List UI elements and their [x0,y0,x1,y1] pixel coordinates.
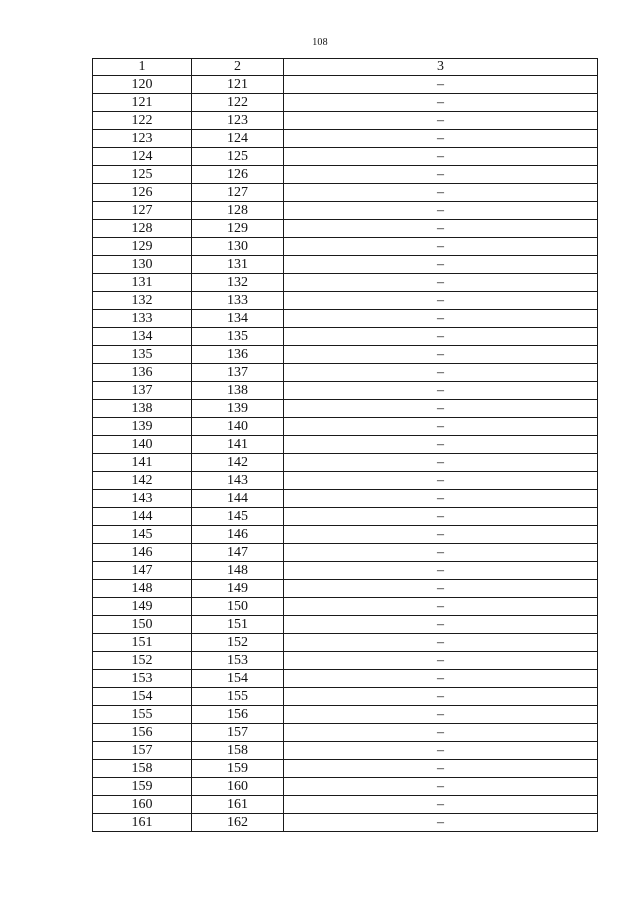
table-cell-col-3: – [284,76,598,94]
table-cell-col-3: – [284,328,598,346]
table-cell-col-2: 162 [192,814,284,832]
table-cell-col-1: 126 [93,184,192,202]
table-cell-col-2: 150 [192,598,284,616]
table-cell-col-1: 153 [93,670,192,688]
table-row [93,472,598,490]
table-cell-col-3: – [284,400,598,418]
table-row [93,328,598,346]
table-row [93,814,598,832]
table-row [93,760,598,778]
table-cell-col-3: – [284,436,598,454]
table-cell-col-3: – [284,598,598,616]
table-row [93,796,598,814]
table-cell-col-1: 148 [93,580,192,598]
table-cell-col-2: 138 [192,382,284,400]
table-row [93,454,598,472]
table-cell-col-1: 121 [93,94,192,112]
table-cell-col-2: 121 [192,76,284,94]
table-cell-col-1: 124 [93,148,192,166]
table-cell-col-1: 125 [93,166,192,184]
table-row [93,508,598,526]
table-cell-col-1: 136 [93,364,192,382]
table-cell-col-1: 149 [93,598,192,616]
table-cell-col-1: 159 [93,778,192,796]
header-cell-col-1: 1 [93,59,192,76]
table-cell-col-2: 134 [192,310,284,328]
table-row [93,670,598,688]
table-cell-col-3: – [284,94,598,112]
table-cell-col-2: 126 [192,166,284,184]
table-row [93,724,598,742]
table-cell-col-3: – [284,418,598,436]
table-row [93,130,598,148]
table-row [93,274,598,292]
table-row [93,688,598,706]
table-cell-col-3: – [284,634,598,652]
table-row [93,562,598,580]
table-cell-col-1: 145 [93,526,192,544]
table-cell-col-3: – [284,688,598,706]
table-row [93,526,598,544]
table-row [93,292,598,310]
table-cell-col-1: 120 [93,76,192,94]
table-row [93,166,598,184]
table-cell-col-1: 141 [93,454,192,472]
table-cell-col-3: – [284,148,598,166]
table-cell-col-3: – [284,742,598,760]
table-cell-col-3: – [284,202,598,220]
table-cell-col-2: 122 [192,94,284,112]
table-cell-col-2: 141 [192,436,284,454]
table-cell-col-2: 154 [192,670,284,688]
table-row [93,580,598,598]
table-row [93,346,598,364]
table-cell-col-1: 139 [93,418,192,436]
table-cell-col-3: – [284,760,598,778]
table-row [93,652,598,670]
table-cell-col-2: 158 [192,742,284,760]
table-cell-col-3: – [284,796,598,814]
table-cell-col-3: – [284,652,598,670]
table-row [93,148,598,166]
table-cell-col-1: 127 [93,202,192,220]
table-cell-col-2: 156 [192,706,284,724]
table-row [93,364,598,382]
table-cell-col-2: 153 [192,652,284,670]
table-cell-col-3: – [284,814,598,832]
table-row [93,778,598,796]
table-cell-col-2: 133 [192,292,284,310]
table-row [93,706,598,724]
table-cell-col-3: – [284,490,598,508]
table-cell-col-2: 145 [192,508,284,526]
table-cell-col-1: 131 [93,274,192,292]
table-row [93,310,598,328]
table-cell-col-3: – [284,724,598,742]
table-row [93,634,598,652]
table-row [93,94,598,112]
table-cell-col-2: 161 [192,796,284,814]
table-cell-col-3: – [284,544,598,562]
table-row [93,238,598,256]
table-cell-col-2: 130 [192,238,284,256]
header-cell-col-2: 2 [192,59,284,76]
table-cell-col-2: 139 [192,400,284,418]
table-cell-col-3: – [284,238,598,256]
table-cell-col-1: 130 [93,256,192,274]
table-cell-col-2: 146 [192,526,284,544]
table-cell-col-3: – [284,472,598,490]
table-cell-col-2: 159 [192,760,284,778]
table-row [93,112,598,130]
table-row [93,436,598,454]
table-cell-col-2: 157 [192,724,284,742]
table-cell-col-3: – [284,580,598,598]
table-cell-col-3: – [284,454,598,472]
table-cell-col-3: – [284,526,598,544]
table-row [93,490,598,508]
table-cell-col-2: 136 [192,346,284,364]
table-cell-col-2: 140 [192,418,284,436]
table-cell-col-3: – [284,112,598,130]
table-cell-col-1: 152 [93,652,192,670]
table-cell-col-1: 157 [93,742,192,760]
table-cell-col-2: 152 [192,634,284,652]
table-cell-col-2: 123 [192,112,284,130]
table-row [93,742,598,760]
table-cell-col-1: 123 [93,130,192,148]
table-cell-col-2: 124 [192,130,284,148]
table-cell-col-1: 154 [93,688,192,706]
table-cell-col-3: – [284,220,598,238]
table-cell-col-2: 147 [192,544,284,562]
table-cell-col-2: 143 [192,472,284,490]
table-cell-col-3: – [284,184,598,202]
table-cell-col-3: – [284,778,598,796]
table-row [93,184,598,202]
table-row [93,418,598,436]
table-cell-col-2: 151 [192,616,284,634]
table-cell-col-2: 135 [192,328,284,346]
table-cell-col-3: – [284,670,598,688]
table-cell-col-1: 133 [93,310,192,328]
table-cell-col-1: 132 [93,292,192,310]
table-cell-col-2: 128 [192,202,284,220]
table-cell-col-1: 161 [93,814,192,832]
table-row [93,382,598,400]
table-cell-col-2: 160 [192,778,284,796]
table-cell-col-3: – [284,166,598,184]
table-cell-col-1: 135 [93,346,192,364]
table-header-row [93,59,598,76]
table-row [93,544,598,562]
header-cell-col-3: 3 [284,59,598,76]
table-cell-col-2: 132 [192,274,284,292]
table-cell-col-1: 156 [93,724,192,742]
table-cell-col-3: – [284,130,598,148]
table-cell-col-3: – [284,274,598,292]
table-cell-col-1: 142 [93,472,192,490]
table-cell-col-1: 138 [93,400,192,418]
table-cell-col-2: 131 [192,256,284,274]
table-cell-col-1: 150 [93,616,192,634]
table-cell-col-3: – [284,346,598,364]
table-cell-col-1: 144 [93,508,192,526]
table-cell-col-1: 151 [93,634,192,652]
page-number: 108 [312,37,328,48]
table-cell-col-3: – [284,706,598,724]
table-cell-col-2: 148 [192,562,284,580]
table-cell-col-2: 155 [192,688,284,706]
table-cell-col-1: 129 [93,238,192,256]
table-row [93,220,598,238]
table-row [93,598,598,616]
table-cell-col-2: 144 [192,490,284,508]
table-cell-col-2: 149 [192,580,284,598]
table-cell-col-1: 155 [93,706,192,724]
table-cell-col-1: 128 [93,220,192,238]
table-cell-col-3: – [284,310,598,328]
table-cell-col-3: – [284,382,598,400]
table-cell-col-3: – [284,562,598,580]
data-table [92,58,598,832]
table-cell-col-3: – [284,256,598,274]
table-cell-col-1: 140 [93,436,192,454]
table-cell-col-1: 137 [93,382,192,400]
table-cell-col-1: 160 [93,796,192,814]
table-cell-col-1: 147 [93,562,192,580]
table-row [93,616,598,634]
table-row [93,76,598,94]
table-cell-col-1: 122 [93,112,192,130]
table-cell-col-2: 129 [192,220,284,238]
table-body [93,59,598,832]
table-cell-col-3: – [284,292,598,310]
table-cell-col-3: – [284,364,598,382]
table-cell-col-1: 146 [93,544,192,562]
table-cell-col-1: 143 [93,490,192,508]
table-cell-col-2: 137 [192,364,284,382]
table-row [93,202,598,220]
table-cell-col-3: – [284,616,598,634]
table-cell-col-2: 142 [192,454,284,472]
table-row [93,256,598,274]
table-cell-col-2: 125 [192,148,284,166]
table-cell-col-3: – [284,508,598,526]
table-cell-col-1: 158 [93,760,192,778]
table-cell-col-2: 127 [192,184,284,202]
table-cell-col-1: 134 [93,328,192,346]
table-row [93,400,598,418]
